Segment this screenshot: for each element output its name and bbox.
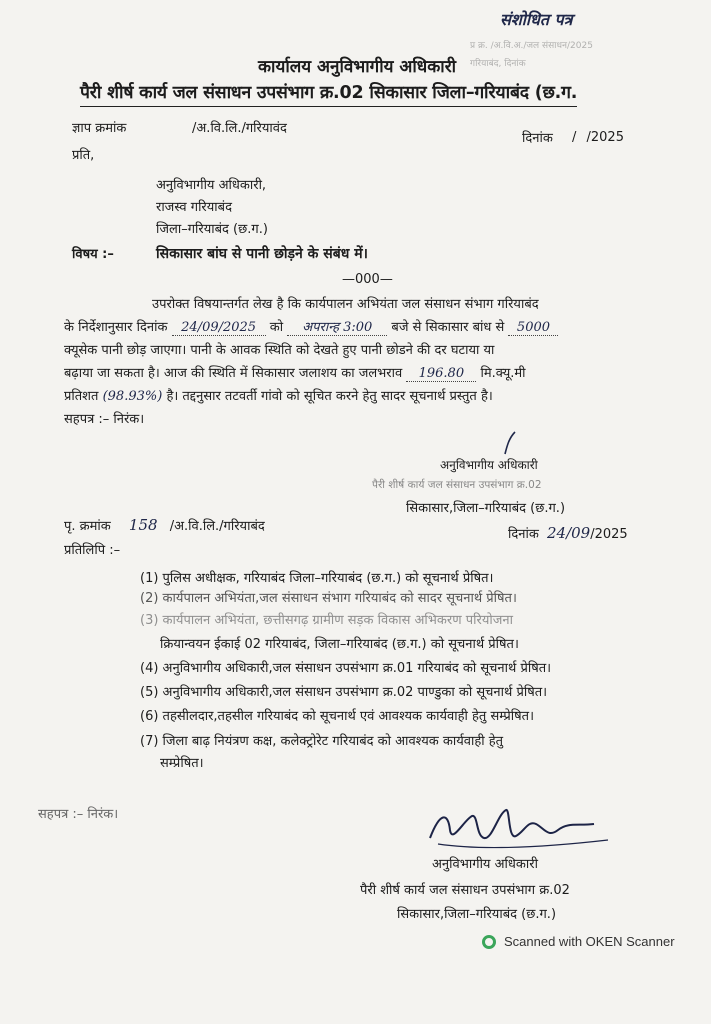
- memo-date-value: / /2025: [572, 130, 624, 145]
- oken-logo-icon: [482, 935, 496, 949]
- body-line-5-a: प्रतिशत: [64, 389, 99, 404]
- endorsement-number: 158: [128, 516, 158, 534]
- endorsement-label: पृ. क्रमांक: [64, 519, 111, 534]
- scanner-badge-text: Scanned with OKEN Scanner: [504, 934, 675, 949]
- signature-1-initial: [495, 428, 525, 458]
- signature-1-line-3: सिकासार,जिला–गरियाबंद (छ.ग.): [406, 501, 566, 516]
- signature-2-line-1: अनुविभागीय अधिकारी: [432, 857, 538, 872]
- endorsement-year: /2025: [590, 527, 628, 542]
- body-line-2-c: बजे से सिकासार बांध से: [391, 320, 505, 335]
- memo-ref: /अ.वि.लि./गरियावंद: [192, 121, 287, 136]
- copy-item-7-cont: सम्प्रेषित।: [160, 756, 204, 771]
- copy-item-3: (3) कार्यपालन अभियंता, छत्तीसगढ़ ग्रामीण सड़क विकास अभिकरण परियोजना: [140, 613, 513, 628]
- attachment-2: सहपत्र :– निरंक।: [38, 807, 119, 822]
- subject-text: सिकासार बांघ से पानी छोड़ने के संबंध में।: [156, 246, 368, 262]
- signature-2-line-2: पैरी शीर्ष कार्य जल संसाधन उपसंभाग क्र.02: [360, 883, 570, 898]
- copy-item-1: (1) पुलिस अधीक्षक, गरियाबंद जिला–गरियाबंद (छ.ग.) को सूचनार्थ प्रेषित।: [140, 571, 494, 586]
- fill-volume: 196.80: [406, 366, 476, 382]
- office-subtitle: पैरी शीर्ष कार्य जल संसाधन उपसंभाग क्र.02 सिकासार जिला–गरियाबंद (छ.ग.: [80, 80, 577, 107]
- body-line-4: [64, 363, 526, 382]
- body-line-3: क्यूसेक पानी छोड़ जाएगा। पानी के आवक स्थिति को देखते हुए पानी छोडने की दर घटाया या: [64, 343, 495, 358]
- top-faint-line-2: गरियाबंद, दिनांक: [470, 59, 526, 69]
- signature-1-line-2: पैरी शीर्ष कार्य जल संसाधन उपसंभाग क्र.02: [372, 479, 542, 491]
- body-line-2: [64, 317, 558, 336]
- copy-item-6: (6) तहसीलदार,तहसील गरियाबंद को सूचनार्थ एवं आवश्यक कार्यवाही हेतु सम्प्रेषित।: [140, 709, 535, 724]
- signature-2-line-3: सिकासार,जिला–गरियाबंद (छ.ग.): [397, 907, 557, 922]
- endorsement-line: [64, 516, 265, 534]
- copy-item-2: (2) कार्यपालन अभियंता,जल संसाधन संभाग गरियाबंद को सादर सूचनार्थ प्रेषित।: [140, 591, 517, 606]
- endorsement-date: [508, 524, 628, 542]
- endorsement-date-value: 24/09: [546, 524, 591, 542]
- body-line-5: [64, 386, 493, 404]
- recipient-line-2: राजस्व गरियाबंद: [156, 200, 232, 215]
- body-line-4-b: मि.क्यू.मी: [480, 366, 526, 381]
- fill-date: 24/09/2025: [172, 320, 266, 336]
- copy-item-3-cont: क्रियान्वयन ईकाई 02 गरियाबंद, जिला–गरियाबंद (छ.ग.) को सूचनार्थ प्रेषित।: [160, 637, 519, 652]
- endorsement-date-label: दिनांक: [508, 527, 539, 542]
- body-line-4-a: बढ़ाया जा सकता है। आज की स्थिति में सिकासार जलाशय का जलभराव: [64, 366, 403, 381]
- copy-item-4: (4) अनुविभागीय अधिकारी,जल संसाधन उपसंभाग क्र.01 गरियाबंद को सूचनार्थ प्रेषित।: [140, 661, 552, 676]
- recipient-line-3: जिला–गरियाबंद (छ.ग.): [156, 222, 268, 237]
- fill-percent: (98.93%): [102, 389, 163, 404]
- scanner-badge: [482, 934, 675, 949]
- body-line-2-b: को: [269, 320, 284, 335]
- fill-time: अपरान्ह 3:00: [287, 317, 387, 336]
- memo-date-label: दिनांक: [522, 131, 553, 146]
- recipient-line-1: अनुविभागीय अधिकारी,: [156, 178, 267, 193]
- copy-item-7: (7) जिला बाढ़ नियंत्रण कक्ष, कलेक्ट्रोरेट गरियाबंद को आवश्यक कार्यवाही हेतु: [140, 734, 504, 749]
- signature-1-line-1: अनुविभागीय अधिकारी: [440, 458, 538, 472]
- body-line-2-a: के निर्देशानुसार दिनांक: [64, 320, 168, 335]
- body-attachment: सहपत्र :– निरंक।: [64, 412, 145, 427]
- to-label: प्रति,: [72, 148, 95, 163]
- top-faint-line-1: प्र क्र. /अ.वि.अ./जल संसाधन/2025: [470, 41, 593, 51]
- subject-label: विषय :–: [72, 247, 114, 262]
- fill-cusec: 5000: [508, 320, 558, 336]
- endorsement-ref: /अ.वि.लि./गरियाबंद: [169, 519, 265, 534]
- body-line-1: उपरोक्त विषयान्तर्गत लेख है कि कार्यपालन अभियंता जल संसाधन संभाग गरियाबंद: [152, 297, 539, 312]
- body-line-5-b: है। तद्दनुसार तटवर्ती गांवो को सूचित करने हेतु सादर सूचनार्थ प्रस्तुत है।: [166, 389, 493, 404]
- top-handwritten-note: संशोधित पत्र: [500, 10, 573, 29]
- signature-2-handwritten: [418, 800, 618, 860]
- copy-label: प्रतिलिपि :–: [64, 543, 121, 558]
- office-title: कार्यालय अनुविभागीय अधिकारी: [258, 57, 457, 77]
- separator: —000—: [342, 272, 393, 287]
- copy-item-5: (5) अनुविभागीय अधिकारी,जल संसाधन उपसंभाग क्र.02 पाण्डुका को सूचनार्थ प्रेषित।: [140, 685, 548, 700]
- memo-label: ज्ञाप क्रमांक: [72, 121, 127, 136]
